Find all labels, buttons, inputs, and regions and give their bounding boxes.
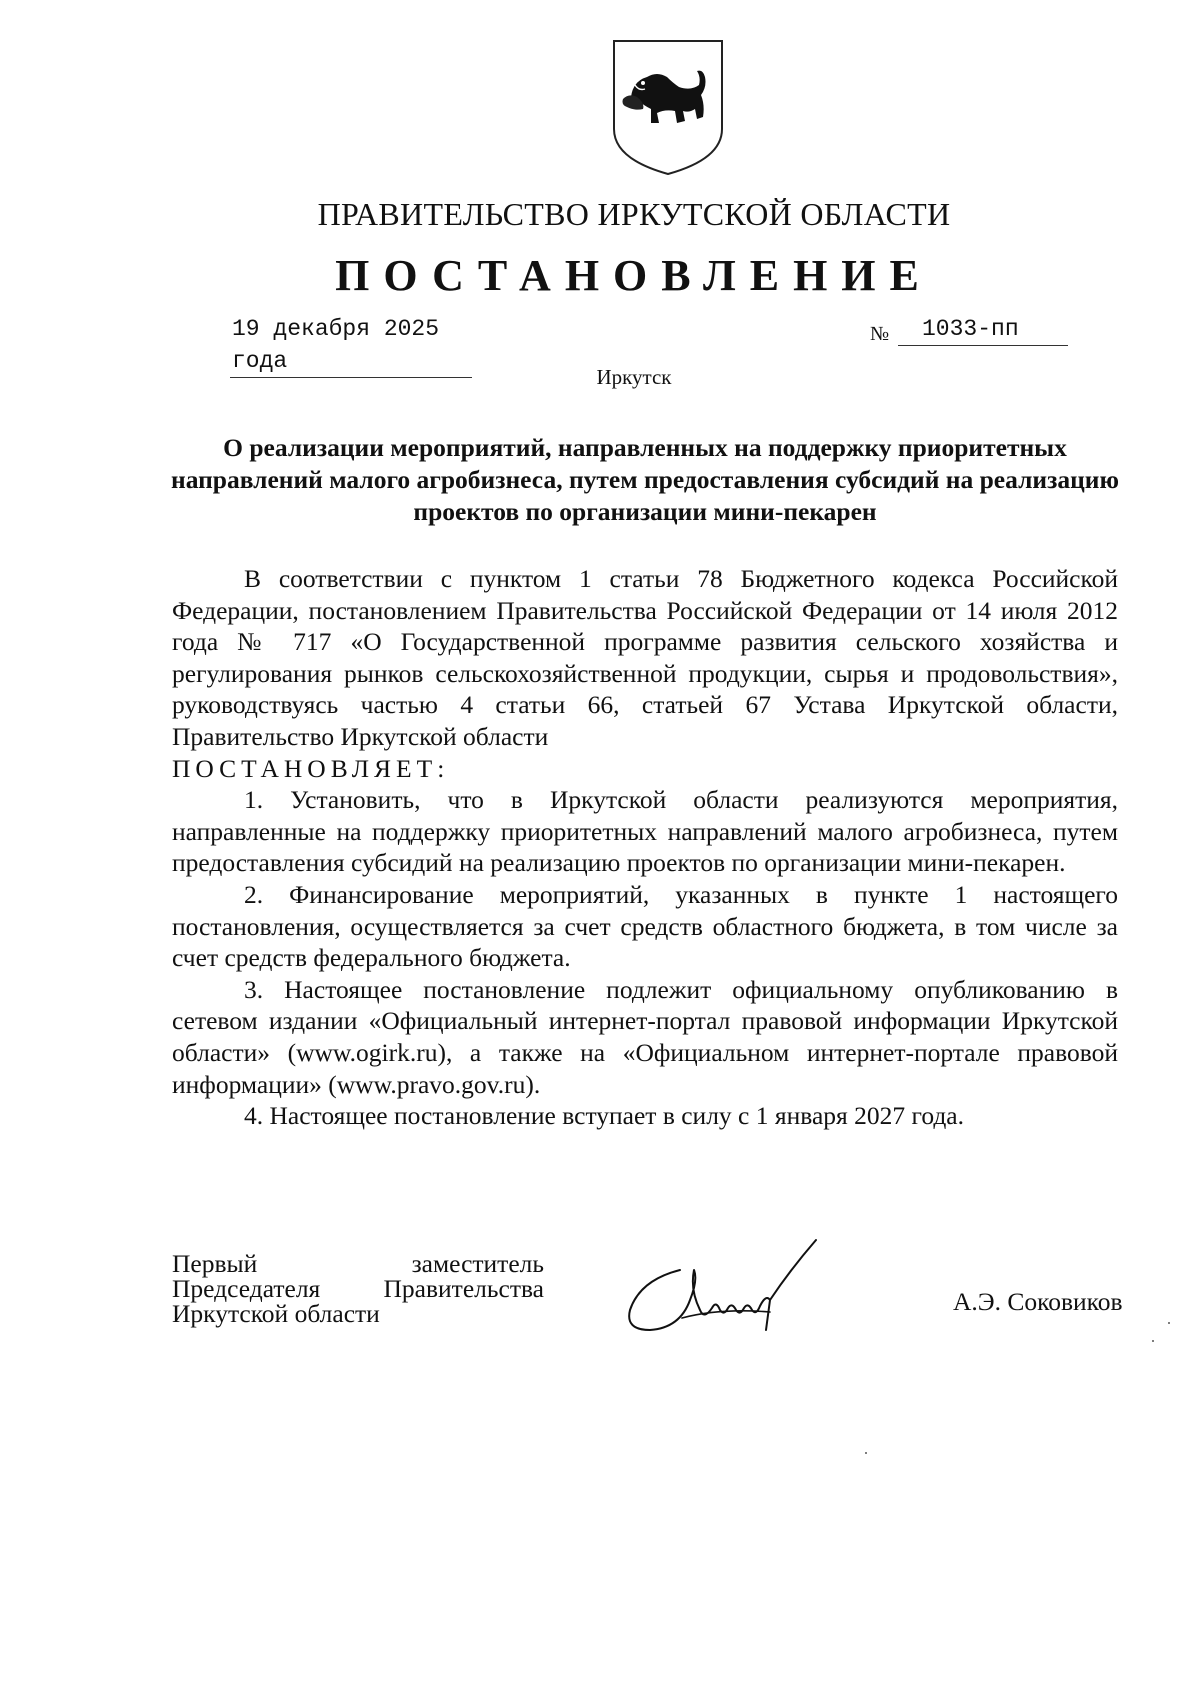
signer-position-line: Первый заместитель (172, 1249, 544, 1278)
scan-speck (865, 1452, 867, 1454)
government-title: ПРАВИТЕЛЬСТВО ИРКУТСКОЙ ОБЛАСТИ (317, 196, 951, 232)
signer-position-line: Иркутской области (172, 1299, 380, 1328)
document-number: 1033-пп (898, 313, 1068, 346)
clause-2: 2. Финансирование мероприятий, указанных в пункте 1 настоящего постановления, осуществляется за счет средств областного бюджета, в том числе за счет средств федерального бюджета. (172, 879, 1118, 973)
clause-3: 3. Настоящее постановление подлежит официальному опубликованию в сетевом издании «Официальный интернет-портал правовой информации Иркутской области» (www.ogirk.ru), а также на «Официальном интернет-портале правовой информации» (www.pravo.gov.ru). (172, 974, 1118, 1099)
signer-position (172, 1251, 544, 1326)
signer-position-line: Председателя Правительства (172, 1274, 544, 1303)
number-sign: № (870, 323, 890, 345)
coat-of-arms-emblem (609, 37, 727, 177)
scan-speck (1168, 1322, 1170, 1324)
handwritten-signature (620, 1230, 870, 1350)
preamble-paragraph: В соответствии с пунктом 1 статьи 78 Бюджетного кодекса Российской Федерации, постановлением Правительства Российской Федерации от 14 июля 2012 года № 717 «О Государственной программе развития сельского хозяйства и регулирования рынков сельскохозяйственной продукции, сырья и продовольствия», руководствуясь частью 4 статьи 66, статьей 67 Устава Иркутской области, Правительство Иркутской области (172, 564, 1118, 751)
document-body (172, 563, 1118, 1132)
document-subject: О реализации мероприятий, направленных на поддержку приоритетных направлений малого агробизнеса, путем предоставления субсидий на реализацию проектов по организации мини-пекарен (171, 433, 1119, 526)
clause-1: 1. Установить, что в Иркутской области реализуются мероприятия, направленные на поддержку приоритетных направлений малого агробизнеса, путем предоставления субсидий на реализацию проектов по организации мини-пекарен. (172, 785, 1118, 878)
document-type-heading: ПОСТАНОВЛЕНИЕ (335, 251, 933, 300)
document-date: 19 декабря 2025 года (230, 313, 472, 378)
scan-speck (1152, 1340, 1154, 1342)
resolves-keyword: ПОСТАНОВЛЯЕТ: (172, 753, 450, 783)
signer-name: А.Э. Соковиков (953, 1287, 1123, 1316)
document-city: Иркутск (596, 365, 672, 389)
clause-4: 4. Настоящее постановление вступает в силу с 1 января 2027 года. (244, 1101, 965, 1131)
